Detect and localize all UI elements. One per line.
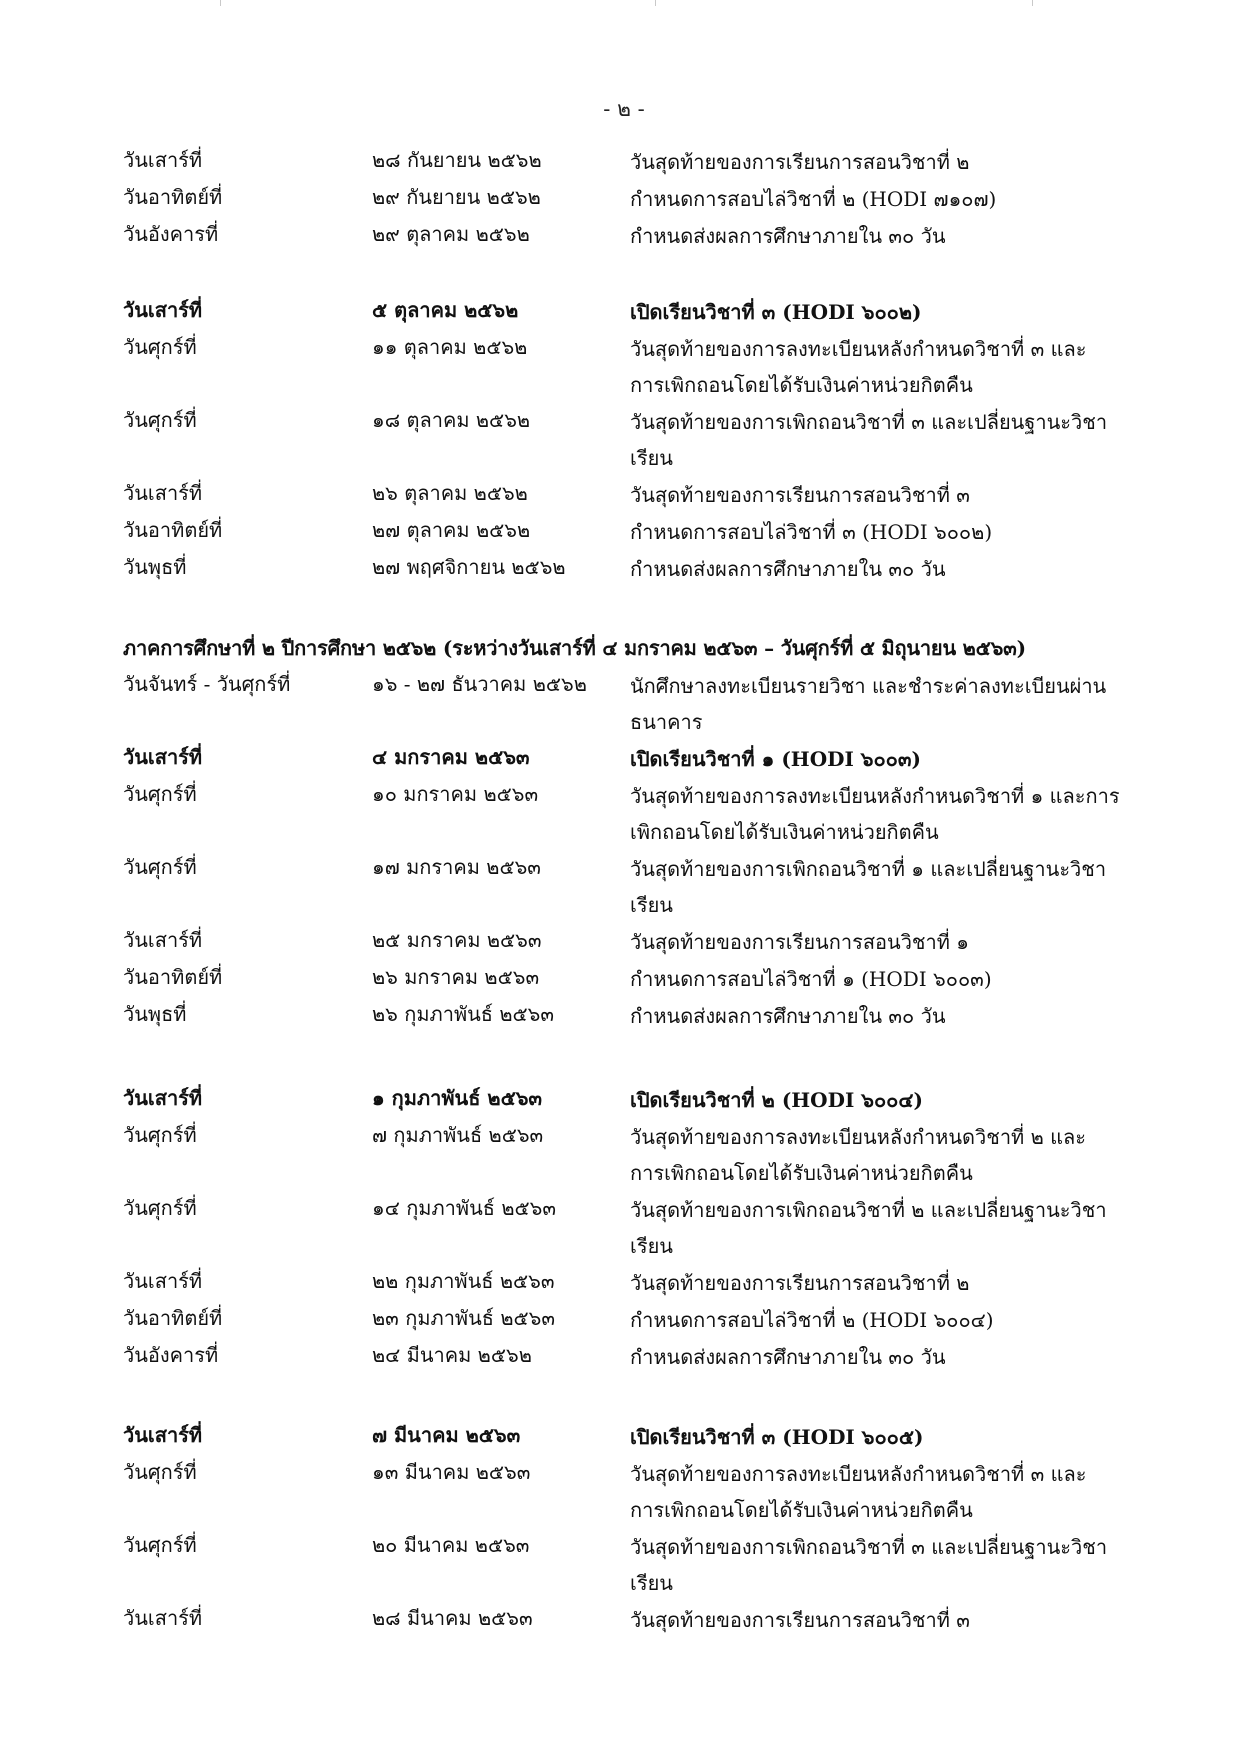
description-cell: วันสุดท้ายของการเพิกถอนวิชาที่ ๒ และเปลี่ยนฐานะวิชาเรียน [630, 1198, 1107, 1258]
description-cell: วันสุดท้ายของการลงทะเบียนหลังกำหนดวิชาที่ ๒ และการเพิกถอนโดยได้รับเงินค่าหน่วยกิตคืน [630, 1125, 1087, 1185]
semester-heading: ภาคการศึกษาที่ ๒ ปีการศึกษา ๒๕๖๒ (ระหว่างวันเสาร์ที่ ๔ มกราคม ๒๕๖๓ – วันศุกร์ที่ ๕ มิถุนายน ๒๕๖๓) [123, 636, 1026, 660]
schedule-row-course-start [0, 1080, 1248, 1117]
day-cell: วันพุธที่ [123, 1002, 187, 1026]
schedule-row [0, 1527, 1248, 1600]
day-cell: วันเสาร์ที่ [123, 1423, 203, 1447]
date-cell: ๗ มีนาคม ๒๕๖๓ [372, 1423, 521, 1447]
day-cell: วันอังคารที่ [123, 1343, 219, 1367]
day-cell: วันเสาร์ที่ [123, 1269, 203, 1293]
description-cell: วันสุดท้ายของการเรียนการสอนวิชาที่ ๑ [630, 930, 969, 954]
page-number: - ๒ - [603, 97, 645, 121]
description-cell: กำหนดส่งผลการศึกษาภายใน ๓๐ วัน [630, 224, 946, 248]
date-cell: ๑๓ มีนาคม ๒๕๖๓ [372, 1460, 531, 1484]
schedule-row [0, 1190, 1248, 1263]
schedule-row [0, 849, 1248, 922]
date-cell: ๒๖ มกราคม ๒๕๖๓ [372, 965, 540, 989]
date-cell: ๑ กุมภาพันธ์ ๒๕๖๓ [372, 1086, 543, 1110]
day-cell: วันศุกร์ที่ [123, 1196, 197, 1220]
schedule-row-course-start [0, 292, 1248, 329]
day-cell: วันเสาร์ที่ [123, 745, 203, 769]
description-cell: กำหนดการสอบไล่วิชาที่ ๒ (HODI ๖๐๐๔) [630, 1308, 994, 1332]
day-cell: วันอาทิตย์ที่ [123, 185, 223, 209]
description-cell: นักศึกษาลงทะเบียนรายวิชา และชำระค่าลงทะเบียนผ่านธนาคาร [630, 674, 1107, 734]
scan-mark [220, 0, 221, 6]
schedule-block [0, 1080, 1248, 1374]
date-cell: ๑๔ กุมภาพันธ์ ๒๕๖๓ [372, 1196, 557, 1220]
description-cell: เปิดเรียนวิชาที่ ๑ (HODI ๖๐๐๓) [630, 747, 922, 771]
day-cell: วันศุกร์ที่ [123, 1533, 197, 1557]
description-cell: วันสุดท้ายของการลงทะเบียนหลังกำหนดวิชาที่ ๑ และการเพิกถอนโดยได้รับเงินค่าหน่วยกิตคืน [630, 784, 1120, 844]
description-cell: เปิดเรียนวิชาที่ ๓ (HODI ๖๐๐๕) [630, 1425, 924, 1449]
schedule-block [0, 142, 1248, 253]
schedule-row [0, 1454, 1248, 1527]
scan-mark [1032, 0, 1033, 6]
day-cell: วันศุกร์ที่ [123, 1123, 197, 1147]
date-cell: ๒๗ พฤศจิกายน ๒๕๖๒ [372, 555, 566, 579]
description-cell: วันสุดท้ายของการลงทะเบียนหลังกำหนดวิชาที่ ๓ และการเพิกถอนโดยได้รับเงินค่าหน่วยกิตคืน [630, 1462, 1087, 1522]
description-cell: กำหนดการสอบไล่วิชาที่ ๒ (HODI ๗๑๐๗) [630, 187, 997, 211]
day-cell: วันเสาร์ที่ [123, 928, 203, 952]
day-cell: วันศุกร์ที่ [123, 335, 197, 359]
day-cell: วันศุกร์ที่ [123, 408, 197, 432]
description-cell: วันสุดท้ายของการเรียนการสอนวิชาที่ ๒ [630, 1271, 970, 1295]
description-cell: วันสุดท้ายของการเรียนการสอนวิชาที่ ๓ [630, 483, 970, 507]
schedule-row [0, 142, 1248, 179]
description-cell: วันสุดท้ายของการเพิกถอนวิชาที่ ๓ และเปลี่ยนฐานะวิชาเรียน [630, 410, 1108, 470]
date-cell: ๒๕ มกราคม ๒๕๖๓ [372, 928, 542, 952]
day-cell: วันพุธที่ [123, 555, 187, 579]
scan-mark [655, 0, 656, 6]
date-cell: ๒๓ กุมภาพันธ์ ๒๕๖๓ [372, 1306, 556, 1330]
schedule-row [0, 512, 1248, 549]
day-cell: วันอังคารที่ [123, 222, 219, 246]
schedule-row [0, 216, 1248, 253]
date-cell: ๒๒ กุมภาพันธ์ ๒๕๖๓ [372, 1269, 555, 1293]
day-cell: วันศุกร์ที่ [123, 782, 197, 806]
schedule-block [0, 666, 1248, 1033]
description-cell: กำหนดส่งผลการศึกษาภายใน ๓๐ วัน [630, 1004, 946, 1028]
description-cell: วันสุดท้ายของการเพิกถอนวิชาที่ ๓ และเปลี่ยนฐานะวิชาเรียน [630, 1535, 1108, 1595]
schedule-row [0, 402, 1248, 475]
schedule-row [0, 1600, 1248, 1637]
schedule-row [0, 776, 1248, 849]
day-cell: วันเสาร์ที่ [123, 481, 203, 505]
description-cell: เปิดเรียนวิชาที่ ๒ (HODI ๖๐๐๔) [630, 1088, 923, 1112]
date-cell: ๒๖ ตุลาคม ๒๕๖๒ [372, 481, 528, 505]
description-cell: วันสุดท้ายของการลงทะเบียนหลังกำหนดวิชาที่ ๓ และการเพิกถอนโดยได้รับเงินค่าหน่วยกิตคืน [630, 337, 1087, 397]
day-cell: วันเสาร์ที่ [123, 1086, 203, 1110]
day-cell: วันอาทิตย์ที่ [123, 518, 223, 542]
schedule-row [0, 996, 1248, 1033]
schedule-block [0, 1417, 1248, 1637]
date-cell: ๔ มกราคม ๒๕๖๓ [372, 745, 530, 769]
date-cell: ๒๙ กันยายน ๒๕๖๒ [372, 185, 541, 209]
date-cell: ๒๗ ตุลาคม ๒๕๖๒ [372, 518, 531, 542]
date-cell: ๗ กุมภาพันธ์ ๒๕๖๓ [372, 1123, 544, 1147]
date-cell: ๒๘ มีนาคม ๒๕๖๓ [372, 1606, 533, 1630]
schedule-row [0, 1263, 1248, 1300]
schedule-row [0, 959, 1248, 996]
description-cell: วันสุดท้ายของการเรียนการสอนวิชาที่ ๓ [630, 1608, 970, 1632]
schedule-row [0, 549, 1248, 586]
date-cell: ๑๘ ตุลาคม ๒๕๖๒ [372, 408, 531, 432]
schedule-row [0, 1117, 1248, 1190]
schedule-row [0, 179, 1248, 216]
date-cell: ๕ ตุลาคม ๒๕๖๒ [372, 298, 519, 322]
day-cell: วันอาทิตย์ที่ [123, 965, 223, 989]
schedule-row [0, 1337, 1248, 1374]
day-cell: วันศุกร์ที่ [123, 855, 197, 879]
date-cell: ๑๑ ตุลาคม ๒๕๖๒ [372, 335, 528, 359]
description-cell: วันสุดท้ายของการเพิกถอนวิชาที่ ๑ และเปลี่ยนฐานะวิชาเรียน [630, 857, 1107, 917]
day-cell: วันจันทร์ - วันศุกร์ที่ [123, 672, 291, 696]
date-cell: ๒๐ มีนาคม ๒๕๖๓ [372, 1533, 530, 1557]
date-cell: ๒๔ มีนาคม ๒๕๖๒ [372, 1343, 532, 1367]
day-cell: วันอาทิตย์ที่ [123, 1306, 223, 1330]
description-cell: กำหนดการสอบไล่วิชาที่ ๓ (HODI ๖๐๐๒) [630, 520, 993, 544]
date-cell: ๑๐ มกราคม ๒๕๖๓ [372, 782, 539, 806]
date-cell: ๒๘ กันยายน ๒๕๖๒ [372, 148, 542, 172]
day-cell: วันเสาร์ที่ [123, 148, 203, 172]
date-cell: ๑๖ - ๒๗ ธันวาคม ๒๕๖๒ [372, 672, 587, 696]
description-cell: วันสุดท้ายของการเรียนการสอนวิชาที่ ๒ [630, 150, 970, 174]
description-cell: กำหนดส่งผลการศึกษาภายใน ๓๐ วัน [630, 557, 946, 581]
day-cell: วันศุกร์ที่ [123, 1460, 197, 1484]
schedule-row-course-start [0, 1417, 1248, 1454]
day-cell: วันเสาร์ที่ [123, 298, 203, 322]
schedule-row [0, 666, 1248, 739]
schedule-row [0, 475, 1248, 512]
date-cell: ๒๖ กุมภาพันธ์ ๒๕๖๓ [372, 1002, 555, 1026]
description-cell: เปิดเรียนวิชาที่ ๓ (HODI ๖๐๐๒) [630, 300, 922, 324]
date-cell: ๑๗ มกราคม ๒๕๖๓ [372, 855, 541, 879]
description-cell: กำหนดการสอบไล่วิชาที่ ๑ (HODI ๖๐๐๓) [630, 967, 992, 991]
date-cell: ๒๙ ตุลาคม ๒๕๖๒ [372, 222, 530, 246]
day-cell: วันเสาร์ที่ [123, 1606, 203, 1630]
schedule-row [0, 1300, 1248, 1337]
schedule-row [0, 329, 1248, 402]
schedule-block [0, 292, 1248, 586]
schedule-row-course-start [0, 739, 1248, 776]
schedule-row [0, 922, 1248, 959]
description-cell: กำหนดส่งผลการศึกษาภายใน ๓๐ วัน [630, 1345, 946, 1369]
